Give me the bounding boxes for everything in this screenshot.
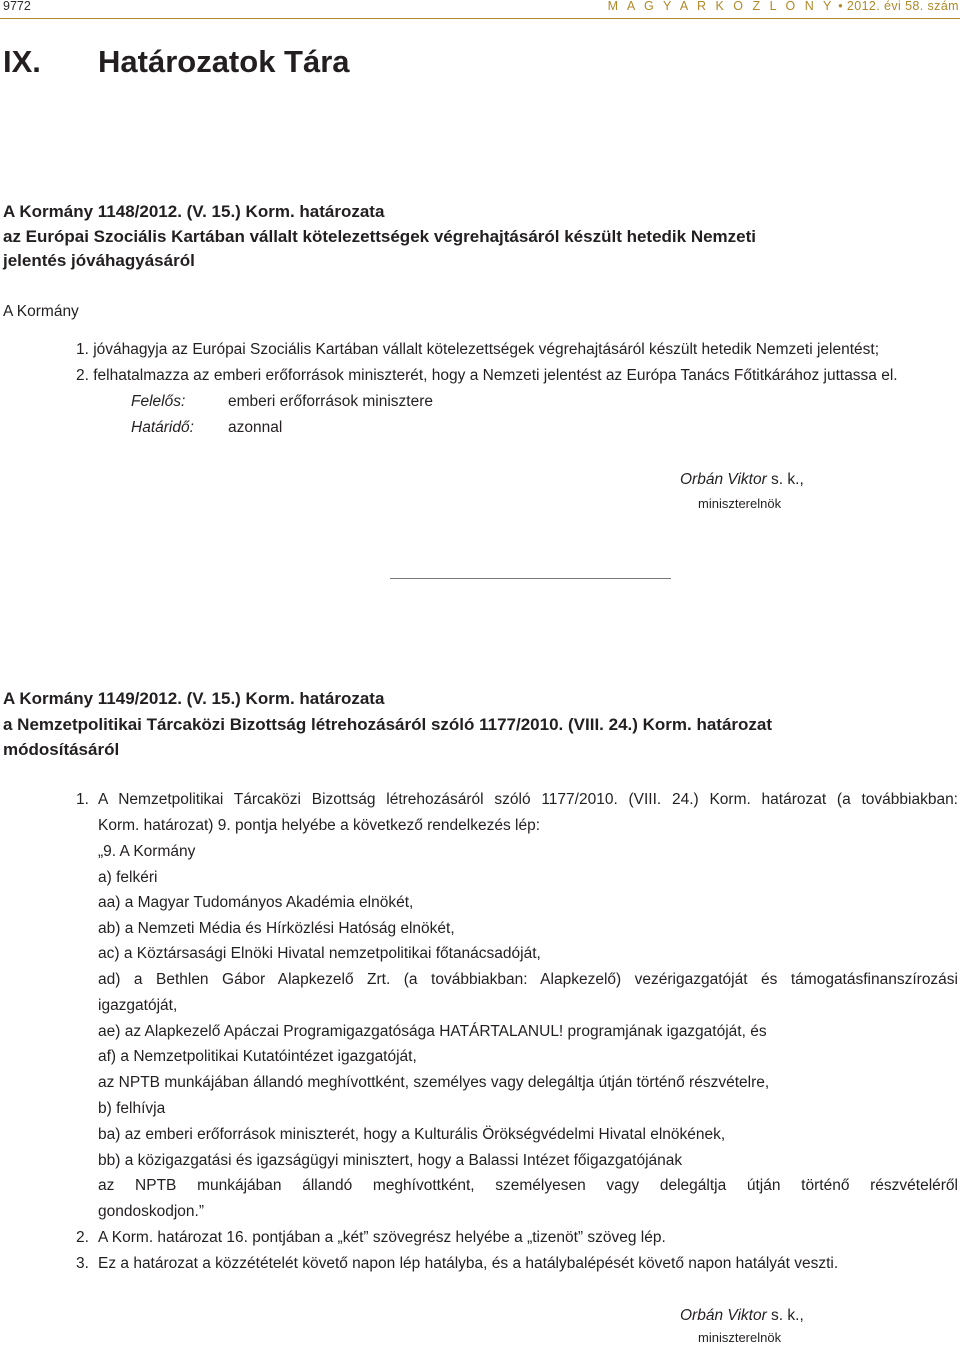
point-1-text: A Nemzetpolitikai Tárcaközi Bizottság létrehozásáról szóló 1177/2010. (VIII. 24.) Korm. határozat (a továbbiakban: (98, 791, 958, 808)
quoted-line: b) felhívja (98, 1100, 166, 1117)
point-3-text: Ez a határozat a közzétételét követő napon lép hatályba, és a hatálybalépését követő napon hatályát veszti. (98, 1255, 839, 1272)
separator-rule (390, 578, 671, 579)
decision1-intro: A Kormány (3, 303, 79, 320)
deadline-value: azonnal (228, 419, 283, 436)
decision2-title: A Kormány 1149/2012. (V. 15.) Korm. határozata (3, 689, 385, 708)
decision1-subject: az Európai Szociális Kartában vállalt kötelezettségek végrehajtásáról készült hetedik Nemzeti (3, 227, 757, 246)
decision1-title: A Kormány 1148/2012. (V. 15.) Korm. határozata (3, 202, 385, 221)
decision1-signer-title: miniszterelnök (698, 496, 782, 511)
point-1-number: 1. (76, 791, 89, 808)
decision2-signer-title: miniszterelnök (698, 1330, 782, 1345)
deadline-label: Határidő: (131, 419, 194, 436)
quoted-line: igazgatóját, (98, 997, 178, 1014)
quoted-line: af) a Nemzetpolitikai Kutatóintézet igazgatóját, (98, 1048, 417, 1065)
decision2-subject-cont: módosításáról (3, 740, 120, 759)
quoted-line: bb) a közigazgatási és igazságügyi minisztert, hogy a Balassi Intézet főigazgatójának (98, 1152, 683, 1169)
quoted-line: aa) a Magyar Tudományos Akadémia elnökét, (98, 894, 414, 911)
decision2-subject: a Nemzetpolitikai Tárcaközi Bizottság létrehozásáról szóló 1177/2010. (VIII. 24.) Korm. határozat (3, 715, 773, 734)
signer-name: Orbán Viktor (680, 471, 767, 488)
header-rule (0, 18, 960, 19)
signer-name: Orbán Viktor (680, 1307, 767, 1324)
quoted-line: „9. A Kormány (98, 843, 196, 860)
quoted-line: ad) a Bethlen Gábor Alapkezelő Zrt. (a továbbiakban: Alapkezelő) vezérigazgatóját és támogatásfinanszírozási (98, 971, 958, 988)
decision1-item-1: 1. jóváhagyja az Európai Szociális Kartában vállalt kötelezettségek végrehajtásáról készült hetedik Nemzeti jelentést; (76, 341, 879, 358)
header-bullet: • (838, 0, 843, 13)
issue-info: 2012. évi 58. szám (846, 0, 959, 13)
journal-header (608, 0, 959, 13)
point-1-text-cont: Korm. határozat) 9. pontja helyébe a következő rendelkezés lép: (98, 817, 541, 834)
section-number: IX. (3, 44, 41, 79)
decision1-signature (680, 471, 804, 489)
quoted-line: ab) a Nemzeti Média és Hírközlési Hatóság elnökét, (98, 920, 455, 937)
page-number: 9772 (3, 0, 31, 13)
quoted-line: ae) az Alapkezelő Apáczai Programigazgatósága HATÁRTALANUL! programjának igazgatóját, és (98, 1023, 767, 1040)
point-2-text: A Korm. határozat 16. pontjában a „két” szövegrész helyébe a „tizenöt” szöveg lép. (98, 1229, 666, 1246)
point-3-number: 3. (76, 1255, 89, 1272)
quoted-line: ac) a Köztársasági Elnöki Hivatal nemzetpolitikai főtanácsadóját, (98, 945, 541, 962)
quoted-line: ba) az emberi erőforrások miniszterét, hogy a Kulturális Örökségvédelmi Hivatal elnökének, (98, 1126, 726, 1143)
quoted-line: az NPTB munkájában állandó meghívottként, személyes vagy delegáltja útján történő részvételre, (98, 1074, 770, 1091)
quoted-line: a) felkéri (98, 869, 158, 886)
responsible-value: emberi erőforrások minisztere (228, 393, 434, 410)
point-2-number: 2. (76, 1229, 89, 1246)
decision1-subject-cont: jelentés jóváhagyásáról (3, 251, 195, 270)
signer-suffix: s. k., (766, 471, 804, 488)
decision1-item-2: 2. felhatalmazza az emberi erőforrások miniszterét, hogy a Nemzeti jelentést az Európa Tanács Főtitkárához juttassa el. (76, 367, 898, 384)
quoted-line: gondoskodjon.” (98, 1203, 204, 1220)
signer-suffix: s. k., (766, 1307, 804, 1324)
quoted-line: az NPTB munkájában állandó meghívottként, személyesen vagy delegáltja útján történő részvételéről (98, 1177, 958, 1194)
responsible-label: Felelős: (131, 393, 186, 410)
decision2-signature (680, 1307, 804, 1325)
section-title: Határozatok Tára (98, 44, 350, 79)
journal-name: M A G Y A R K Ö Z L Ö N Y (607, 0, 835, 13)
